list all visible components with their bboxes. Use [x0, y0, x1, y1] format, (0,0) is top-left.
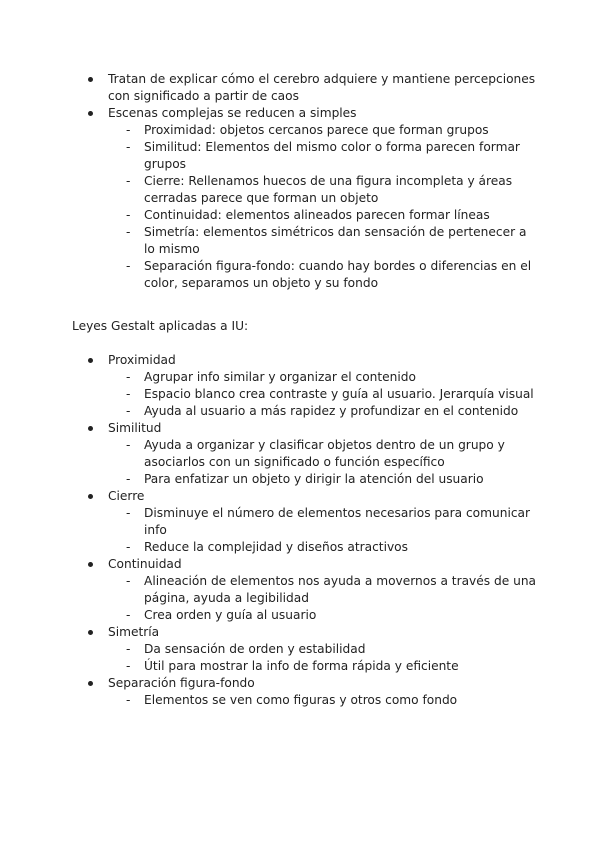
sub-list-item-text: Da sensación de orden y estabilidad: [144, 642, 366, 656]
sub-list-item: [108, 258, 540, 292]
sub-list: [108, 641, 540, 675]
dash-icon: -: [126, 208, 131, 222]
list-item: [0, 675, 540, 709]
sub-list-item-text: Espacio blanco crea contraste y guía al usuario. Jerarquía visual: [144, 387, 534, 401]
dash-icon: -: [126, 608, 131, 622]
sub-list-item: [108, 539, 540, 556]
section-title: Leyes Gestalt aplicadas a IU:: [72, 319, 249, 333]
sub-list-item: [108, 139, 540, 173]
list-item-text: Escenas complejas se reducen a simples: [108, 106, 357, 120]
dash-icon: -: [126, 540, 131, 554]
dash-icon: -: [126, 174, 131, 188]
dash-icon: -: [126, 387, 131, 401]
list-item-text: Tratan de explicar cómo el cerebro adquiere y mantiene percepciones con significado a partir de caos: [108, 72, 536, 103]
list-item: [0, 488, 540, 556]
sub-list-item: [108, 641, 540, 658]
sub-list-item: [108, 403, 540, 420]
sub-list-item-text: Para enfatizar un objeto y dirigir la atención del usuario: [144, 472, 484, 486]
dash-icon: -: [126, 259, 131, 273]
bullet-icon: [88, 681, 93, 686]
sub-list: [108, 692, 540, 709]
bullet-icon: [88, 494, 93, 499]
sub-list: [108, 437, 540, 488]
sub-list: [108, 573, 540, 624]
list-item: [0, 624, 540, 675]
list-item: [0, 105, 540, 292]
list-item-text: Continuidad: [108, 557, 182, 571]
sub-list-item: [108, 505, 540, 539]
sub-list-item-text: Reduce la complejidad y diseños atractivos: [144, 540, 408, 554]
dash-icon: -: [126, 574, 131, 588]
bullet-icon: [88, 630, 93, 635]
sub-list-item-text: Útil para mostrar la info de forma rápida y eficiente: [144, 659, 459, 673]
sub-list-item-text: Separación figura-fondo: cuando hay bordes o diferencias en el color, separamos un objeto y su fondo: [144, 259, 532, 290]
sub-list-item: [108, 573, 540, 607]
list-item-text: Similitud: [108, 421, 162, 435]
sub-list-item-text: Ayuda a organizar y clasificar objetos dentro de un grupo y asociarlos con un significado o función específico: [144, 438, 505, 469]
sub-list-item-text: Crea orden y guía al usuario: [144, 608, 317, 622]
sub-list-item-text: Elementos se ven como figuras y otros como fondo: [144, 693, 458, 707]
sub-list-item: [108, 207, 540, 224]
sub-list-item: [108, 173, 540, 207]
sub-list-item-text: Similitud: Elementos del mismo color o forma parecen formar grupos: [144, 140, 520, 171]
gestalt-laws-list: [0, 352, 540, 709]
sub-list-item-text: Ayuda al usuario a más rapidez y profundizar en el contenido: [144, 404, 519, 418]
sub-list: [108, 369, 540, 420]
dash-icon: -: [126, 404, 131, 418]
sub-list-item-text: Disminuye el número de elementos necesarios para comunicar info: [144, 506, 531, 537]
bullet-icon: [88, 77, 93, 82]
list-item: [0, 71, 540, 105]
dash-icon: -: [126, 472, 131, 486]
bullet-icon: [88, 562, 93, 567]
sub-list-item: [108, 437, 540, 471]
bullet-icon: [88, 426, 93, 431]
sub-list-item-text: Alineación de elementos nos ayuda a movernos a través de una página, ayuda a legibilidad: [144, 574, 537, 605]
list-item: [0, 352, 540, 420]
sub-list-item: [108, 692, 540, 709]
sub-list-item-text: Simetría: elementos simétricos dan sensación de pertenecer a lo mismo: [144, 225, 527, 256]
list-item: [0, 556, 540, 624]
dash-icon: -: [126, 642, 131, 656]
sub-list-item: [108, 607, 540, 624]
sub-list-item: [108, 658, 540, 675]
sub-list-item-text: Cierre: Rellenamos huecos de una figura incompleta y áreas cerradas parece que forman un objeto: [144, 174, 513, 205]
list-item: [0, 420, 540, 488]
sub-list-item-text: Agrupar info similar y organizar el contenido: [144, 370, 416, 384]
dash-icon: -: [126, 123, 131, 137]
sub-list-item: [108, 224, 540, 258]
intro-list: [0, 71, 540, 292]
list-item-text: Simetría: [108, 625, 160, 639]
list-item-text: Cierre: [108, 489, 145, 503]
list-item-text: Proximidad: [108, 353, 176, 367]
dash-icon: -: [126, 370, 131, 384]
dash-icon: -: [126, 225, 131, 239]
bullet-icon: [88, 358, 93, 363]
sub-list-item: [108, 471, 540, 488]
list-item-text: Separación figura-fondo: [108, 676, 255, 690]
bullet-icon: [88, 111, 93, 116]
sub-list-item-text: Continuidad: elementos alineados parecen formar líneas: [144, 208, 490, 222]
dash-icon: -: [126, 438, 131, 452]
dash-icon: -: [126, 506, 131, 520]
sub-list: [108, 505, 540, 556]
sub-list-item: [108, 369, 540, 386]
sub-list-item: [108, 386, 540, 403]
dash-icon: -: [126, 659, 131, 673]
dash-icon: -: [126, 140, 131, 154]
sub-list: [108, 122, 540, 292]
dash-icon: -: [126, 693, 131, 707]
sub-list-item: [108, 122, 540, 139]
sub-list-item-text: Proximidad: objetos cercanos parece que forman grupos: [144, 123, 489, 137]
